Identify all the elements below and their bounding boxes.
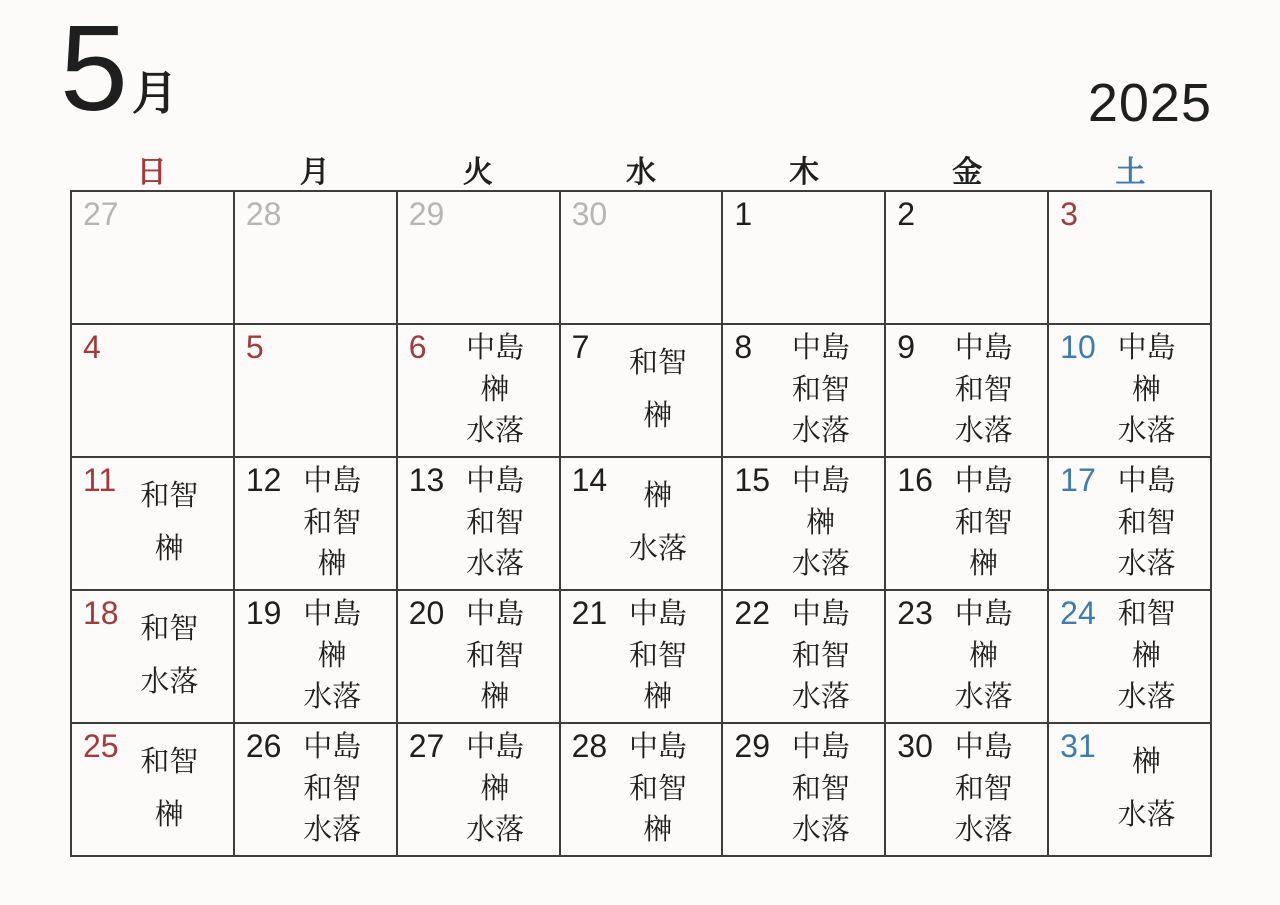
- weekday-header-row: [70, 147, 1212, 191]
- staff-names: [892, 727, 1045, 852]
- weekday-label: 土: [1115, 156, 1146, 189]
- staff-name: 榊: [643, 399, 673, 432]
- staff-name: 中島: [466, 464, 525, 497]
- day-number: 30: [571, 196, 608, 232]
- staff-names: [567, 461, 720, 586]
- day-cell: [398, 325, 559, 456]
- staff-names: [78, 461, 231, 586]
- staff-name: 榊: [317, 639, 347, 672]
- staff-name: 和智: [628, 639, 687, 672]
- staff-names: [78, 727, 231, 852]
- staff-name: 榊: [643, 814, 673, 847]
- staff-names: [892, 328, 1045, 453]
- day-number: 12: [245, 462, 282, 498]
- staff-name: 中島: [791, 464, 850, 497]
- staff-name: 水落: [791, 548, 850, 581]
- day-cell: [398, 192, 559, 323]
- staff-name: 中島: [303, 464, 362, 497]
- calendar-grid: [70, 190, 1212, 857]
- staff-name: 中島: [791, 597, 850, 630]
- staff-name: 水落: [954, 814, 1013, 847]
- day-cell: [561, 724, 722, 855]
- staff-name: 和智: [791, 772, 850, 805]
- staff-names: [1055, 594, 1208, 719]
- staff-name: 榊: [1132, 639, 1162, 672]
- staff-name: 和智: [140, 480, 199, 513]
- day-cell: [561, 458, 722, 589]
- staff-names: [567, 594, 720, 719]
- day-cell: [235, 724, 396, 855]
- staff-name: 水落: [466, 814, 525, 847]
- staff-name: 水落: [954, 681, 1013, 714]
- staff-names: [241, 594, 394, 719]
- staff-name: 和智: [791, 639, 850, 672]
- staff-name: 榊: [480, 373, 510, 406]
- staff-name: 和智: [1117, 506, 1176, 539]
- staff-name: 榊: [1132, 746, 1162, 779]
- staff-name: 中島: [954, 331, 1013, 364]
- day-cell: [235, 591, 396, 722]
- day-number: 7: [571, 329, 590, 365]
- staff-name: 中島: [1117, 464, 1176, 497]
- day-cell: [398, 458, 559, 589]
- staff-names: [404, 328, 557, 453]
- staff-name: 中島: [466, 730, 525, 763]
- staff-names: [404, 594, 557, 719]
- day-cell: [723, 724, 884, 855]
- staff-name: 水落: [1117, 798, 1176, 831]
- day-number: 29: [734, 728, 771, 764]
- staff-name: 水落: [1117, 415, 1176, 448]
- day-number: 2: [897, 196, 916, 232]
- staff-name: 榊: [480, 681, 510, 714]
- day-number: 9: [897, 329, 916, 365]
- staff-names: [729, 328, 882, 453]
- day-cell: [723, 192, 884, 323]
- staff-name: 榊: [643, 480, 673, 513]
- staff-names: [729, 461, 882, 586]
- staff-name: 榊: [154, 798, 184, 831]
- day-number: 16: [897, 462, 933, 498]
- staff-names: [567, 328, 720, 453]
- day-cell: [72, 325, 233, 456]
- day-number: 18: [83, 595, 119, 631]
- staff-name: 水落: [140, 665, 199, 698]
- day-number: 29: [408, 196, 445, 232]
- staff-name: 和智: [303, 506, 362, 539]
- day-cell: [1049, 458, 1210, 589]
- day-number: 27: [408, 728, 445, 764]
- staff-name: 和智: [628, 347, 687, 380]
- staff-name: 中島: [1117, 331, 1176, 364]
- staff-name: 榊: [969, 548, 999, 581]
- staff-name: 水落: [303, 814, 362, 847]
- staff-name: 水落: [791, 415, 850, 448]
- day-number: 5: [245, 329, 264, 365]
- day-number: 19: [245, 595, 282, 631]
- day-number: 28: [245, 196, 282, 232]
- staff-names: [1055, 328, 1208, 453]
- day-cell: [72, 192, 233, 323]
- staff-name: 榊: [480, 772, 510, 805]
- weekday-label: 火: [462, 156, 493, 189]
- staff-name: 和智: [954, 373, 1013, 406]
- staff-name: 水落: [628, 532, 687, 565]
- day-cell: [398, 591, 559, 722]
- staff-names: [404, 727, 557, 852]
- day-cell: [1049, 192, 1210, 323]
- staff-name: 水落: [466, 415, 525, 448]
- staff-name: 中島: [466, 597, 525, 630]
- day-cell: [72, 724, 233, 855]
- staff-name: 水落: [954, 415, 1013, 448]
- day-cell: [235, 325, 396, 456]
- day-number: 31: [1060, 728, 1096, 764]
- weekday-label: 月: [299, 156, 330, 189]
- staff-name: 中島: [466, 331, 525, 364]
- weekday-label: 金: [952, 156, 983, 189]
- staff-name: 榊: [1132, 373, 1162, 406]
- staff-name: 中島: [628, 597, 687, 630]
- day-cell: [561, 325, 722, 456]
- staff-names: [241, 727, 394, 852]
- day-number: 10: [1060, 329, 1096, 365]
- day-cell: [1049, 325, 1210, 456]
- day-number: 1: [734, 196, 753, 232]
- day-number: 28: [571, 728, 608, 764]
- staff-name: 和智: [628, 772, 687, 805]
- staff-name: 中島: [954, 464, 1013, 497]
- day-cell: [723, 458, 884, 589]
- staff-name: 榊: [317, 548, 347, 581]
- staff-name: 中島: [954, 730, 1013, 763]
- staff-name: 水落: [303, 681, 362, 714]
- day-cell: [235, 458, 396, 589]
- staff-names: [729, 727, 882, 852]
- day-number: 13: [408, 462, 445, 498]
- day-cell: [886, 724, 1047, 855]
- day-cell: [72, 458, 233, 589]
- month-suffix: 月: [131, 66, 178, 119]
- day-number: 6: [408, 329, 427, 365]
- staff-name: 和智: [954, 506, 1013, 539]
- staff-names: [404, 461, 557, 586]
- day-cell: [1049, 591, 1210, 722]
- day-number: 26: [245, 728, 282, 764]
- staff-name: 和智: [140, 746, 199, 779]
- staff-name: 和智: [303, 772, 362, 805]
- day-cell: [723, 325, 884, 456]
- day-number: 15: [734, 462, 771, 498]
- staff-name: 中島: [628, 730, 687, 763]
- day-number: 4: [83, 329, 101, 365]
- weekday-label: 日: [136, 156, 167, 189]
- staff-names: [892, 461, 1045, 586]
- staff-name: 和智: [954, 772, 1013, 805]
- staff-name: 榊: [806, 506, 836, 539]
- staff-name: 中島: [954, 597, 1013, 630]
- staff-name: 和智: [1117, 597, 1176, 630]
- staff-name: 中島: [303, 597, 362, 630]
- day-number: 20: [408, 595, 445, 631]
- day-number: 11: [83, 462, 117, 498]
- day-cell: [561, 192, 722, 323]
- day-number: 23: [897, 595, 933, 631]
- staff-name: 和智: [140, 613, 199, 646]
- day-cell: [398, 724, 559, 855]
- staff-name: 榊: [154, 532, 184, 565]
- day-number: 27: [83, 196, 119, 232]
- day-cell: [561, 591, 722, 722]
- staff-name: 中島: [303, 730, 362, 763]
- weekday-label: 水: [625, 156, 656, 189]
- day-cell: [72, 591, 233, 722]
- staff-name: 中島: [791, 331, 850, 364]
- staff-names: [1055, 727, 1208, 852]
- day-number: 30: [897, 728, 933, 764]
- staff-name: 和智: [791, 373, 850, 406]
- staff-name: 榊: [969, 639, 999, 672]
- weekday-label: 木: [789, 156, 820, 189]
- staff-names: [241, 461, 394, 586]
- staff-names: [892, 594, 1045, 719]
- day-number: 22: [734, 595, 771, 631]
- staff-name: 和智: [466, 506, 525, 539]
- day-cell: [886, 325, 1047, 456]
- day-cell: [886, 192, 1047, 323]
- day-cell: [1049, 724, 1210, 855]
- day-cell: [235, 192, 396, 323]
- staff-names: [78, 594, 231, 719]
- day-number: 21: [571, 595, 608, 631]
- day-number: 8: [734, 329, 753, 365]
- day-cell: [886, 458, 1047, 589]
- day-number: 25: [83, 728, 119, 764]
- staff-name: 榊: [643, 681, 673, 714]
- calendar-title: [60, 0, 178, 137]
- staff-names: [729, 594, 882, 719]
- staff-name: 和智: [466, 639, 525, 672]
- staff-name: 中島: [791, 730, 850, 763]
- month-number: 5: [60, 0, 126, 136]
- day-number: 3: [1060, 196, 1078, 232]
- staff-name: 水落: [791, 681, 850, 714]
- staff-names: [1055, 461, 1208, 586]
- staff-name: 水落: [1117, 681, 1176, 714]
- staff-names: [567, 727, 720, 852]
- day-cell: [723, 591, 884, 722]
- day-number: 14: [571, 462, 608, 498]
- staff-name: 水落: [1117, 548, 1176, 581]
- day-cell: [886, 591, 1047, 722]
- year-label: 2025: [1087, 73, 1212, 133]
- day-number: 24: [1060, 595, 1096, 631]
- day-number: 17: [1060, 462, 1096, 498]
- staff-name: 水落: [466, 548, 525, 581]
- staff-name: 水落: [791, 814, 850, 847]
